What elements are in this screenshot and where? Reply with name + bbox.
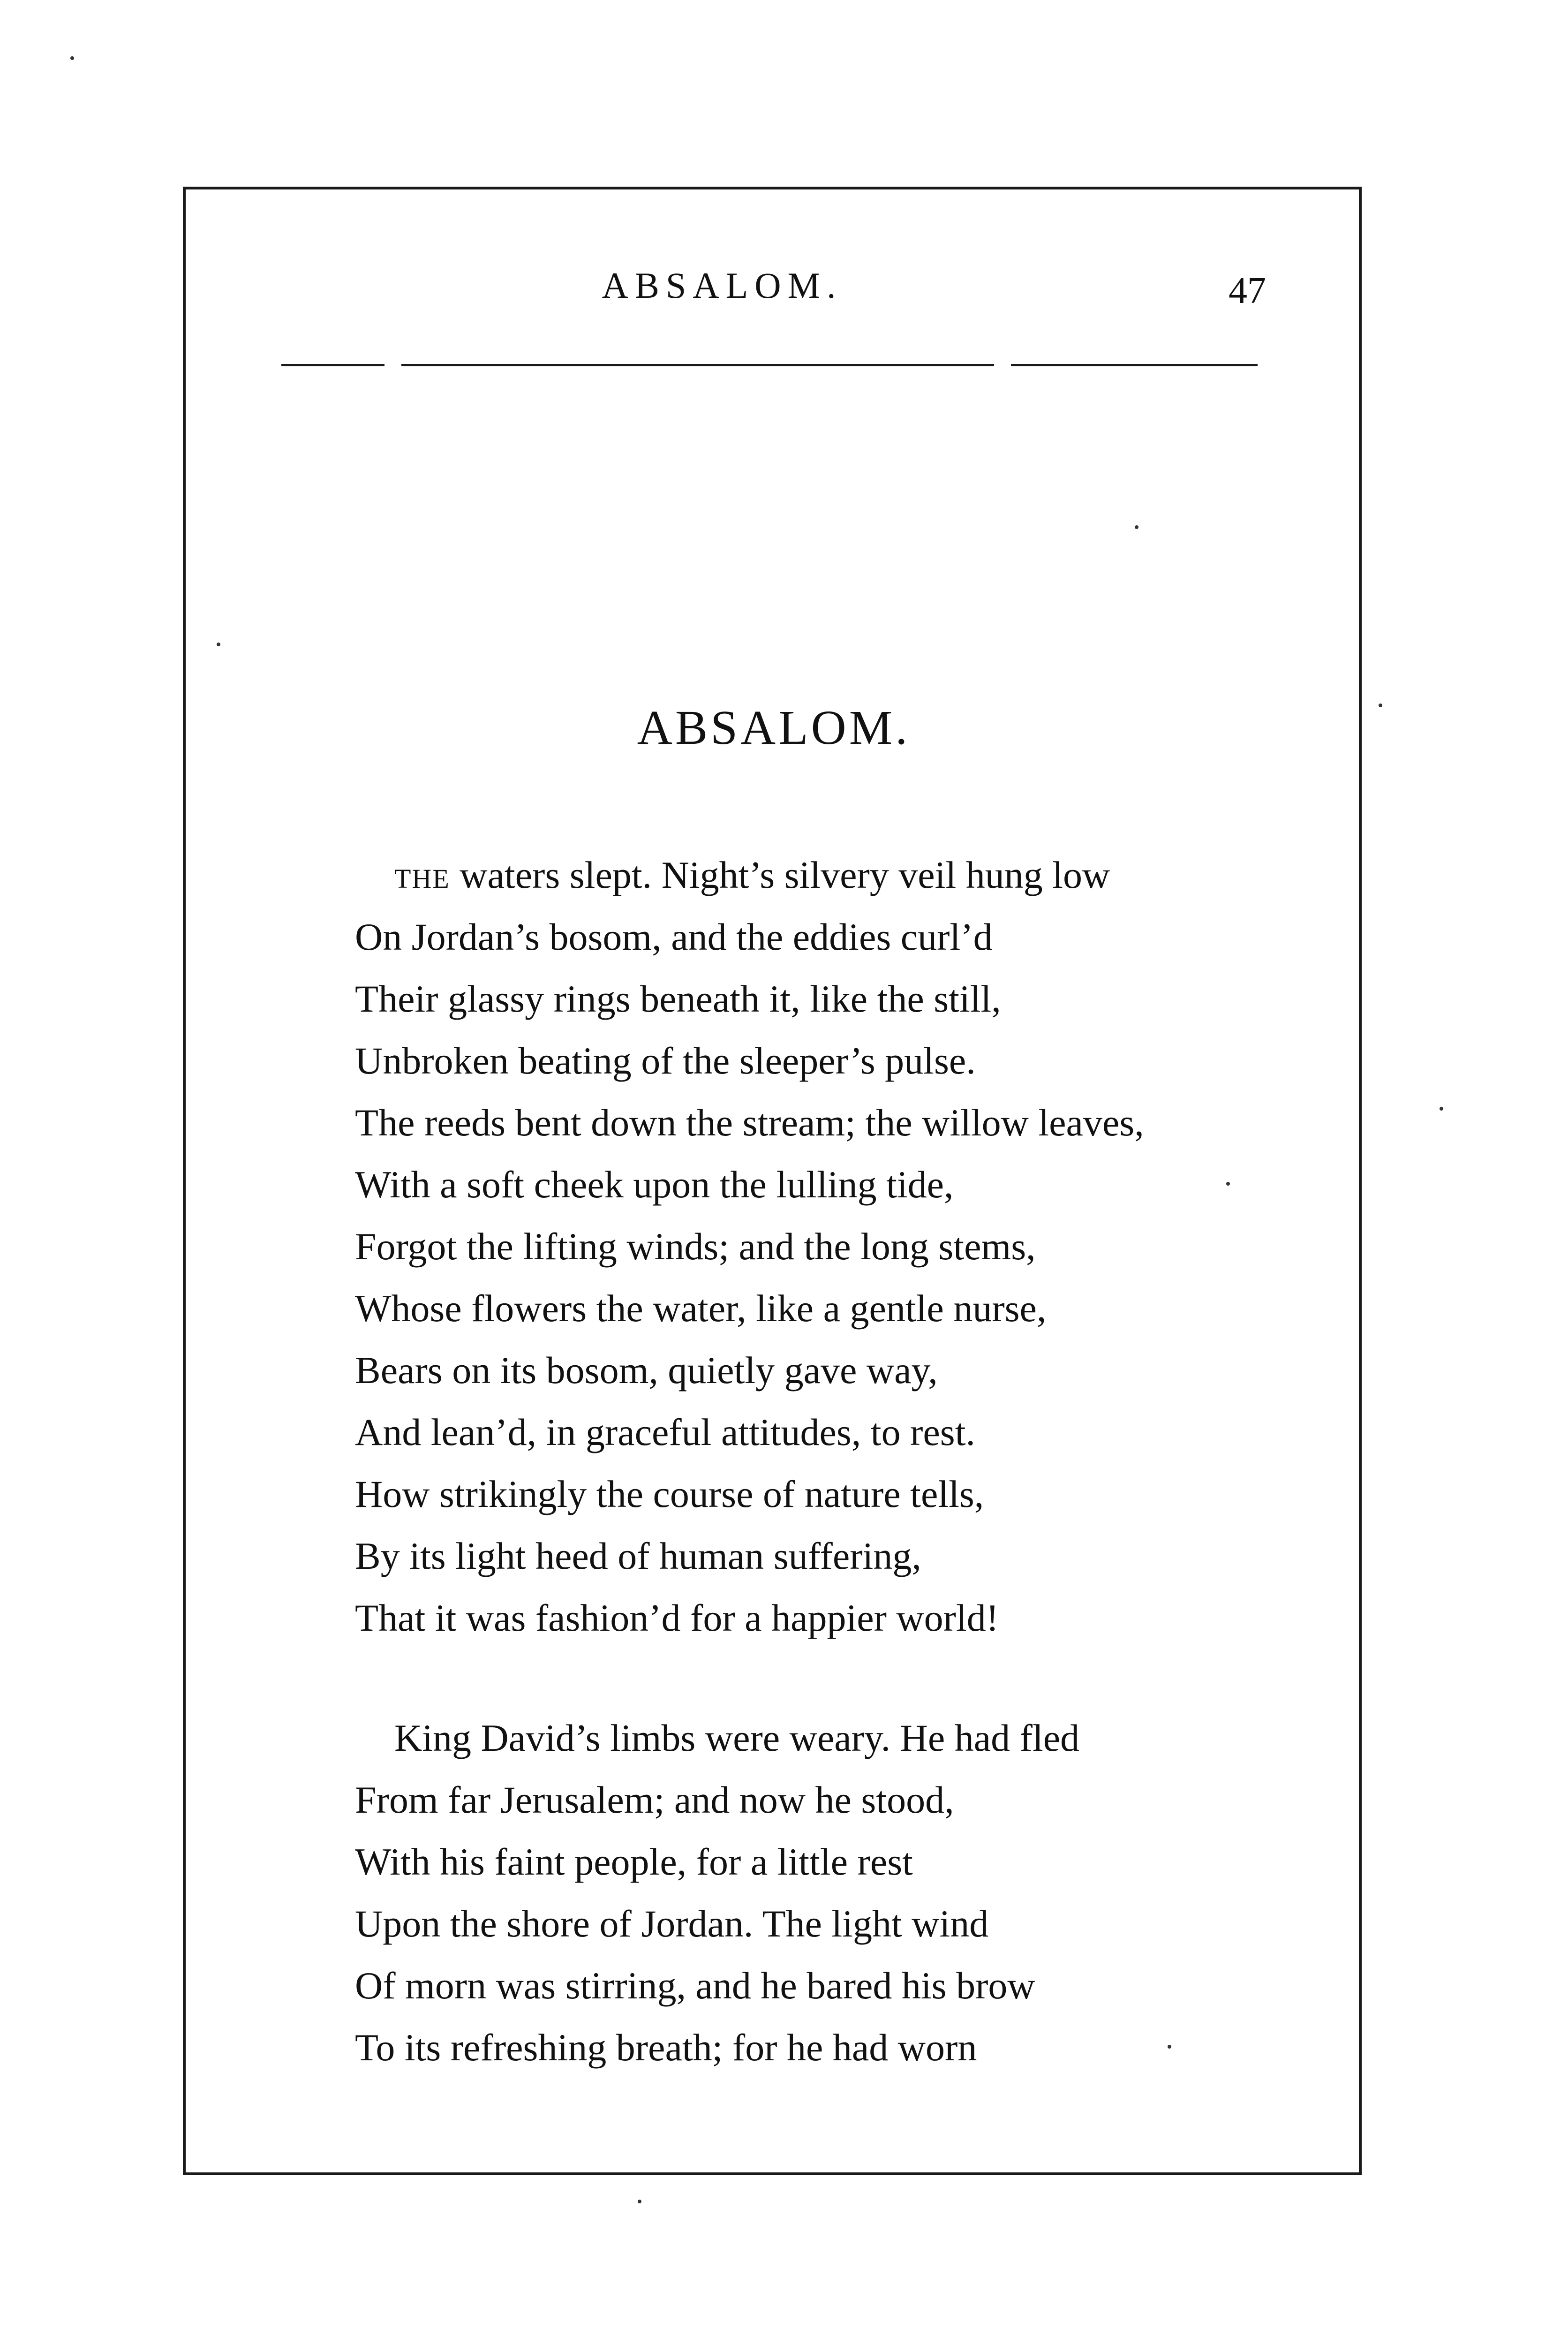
- poem-line: Whose flowers the water, like a gentle nurse,: [355, 1287, 1047, 1330]
- poem-line: Of morn was stirring, and he bared his brow: [355, 1964, 1035, 2007]
- poem-line: To its refreshing breath; for he had worn: [355, 2026, 977, 2069]
- poem-line: How strikingly the course of nature tells,: [355, 1473, 984, 1515]
- stanza-2-line-1: King David’s limbs were weary. He had fled: [394, 1717, 1080, 1759]
- stanza-2: [355, 1707, 1246, 2079]
- page-number: 47: [1229, 270, 1266, 311]
- header-rule: [281, 364, 1258, 366]
- poem-line: Bears on its bosom, quietly gave way,: [355, 1349, 938, 1392]
- poem-line: That it was fashion’d for a happier world!: [355, 1596, 999, 1639]
- poem-line: With a soft cheek upon the lulling tide,: [355, 1163, 954, 1206]
- paper-speck: [1168, 2045, 1171, 2049]
- paper-speck: [1440, 1107, 1443, 1111]
- first-line-text: waters slept. Night’s silvery veil hung low: [450, 854, 1110, 896]
- header-rule-gap: [994, 364, 1011, 366]
- poem-line: Their glassy rings beneath it, like the still,: [355, 977, 1001, 1020]
- stanza-1: [355, 844, 1246, 1649]
- poem-line: With his faint people, for a little rest: [355, 1840, 913, 1883]
- poem-line: On Jordan’s bosom, and the eddies curl’d: [355, 915, 993, 958]
- paper-speck: [638, 2200, 641, 2203]
- stanza-1-line-1: [355, 844, 1246, 906]
- poem-line: The reeds bent down the stream; the willow leaves,: [355, 1101, 1144, 1144]
- paper-speck: [70, 56, 74, 60]
- header-rule-gap: [384, 364, 401, 366]
- small-caps-word: THE: [394, 863, 450, 894]
- poem-title: ABSALOM.: [637, 701, 911, 755]
- paper-speck: [1379, 704, 1382, 707]
- poem-line: Unbroken beating of the sleeper’s pulse.: [355, 1039, 976, 1082]
- paper-speck: [1226, 1182, 1230, 1186]
- poem-line: And lean’d, in graceful attitudes, to rest.: [355, 1411, 975, 1453]
- paper-speck: [217, 643, 220, 646]
- paper-speck: [1135, 525, 1138, 529]
- running-head: ABSALOM.: [602, 265, 843, 306]
- poem-line: From far Jerusalem; and now he stood,: [355, 1778, 954, 1821]
- poem-line: Forgot the lifting winds; and the long stems,: [355, 1225, 1036, 1268]
- poem-line: Upon the shore of Jordan. The light wind: [355, 1902, 989, 1945]
- poem-line: By its light heed of human suffering,: [355, 1535, 921, 1577]
